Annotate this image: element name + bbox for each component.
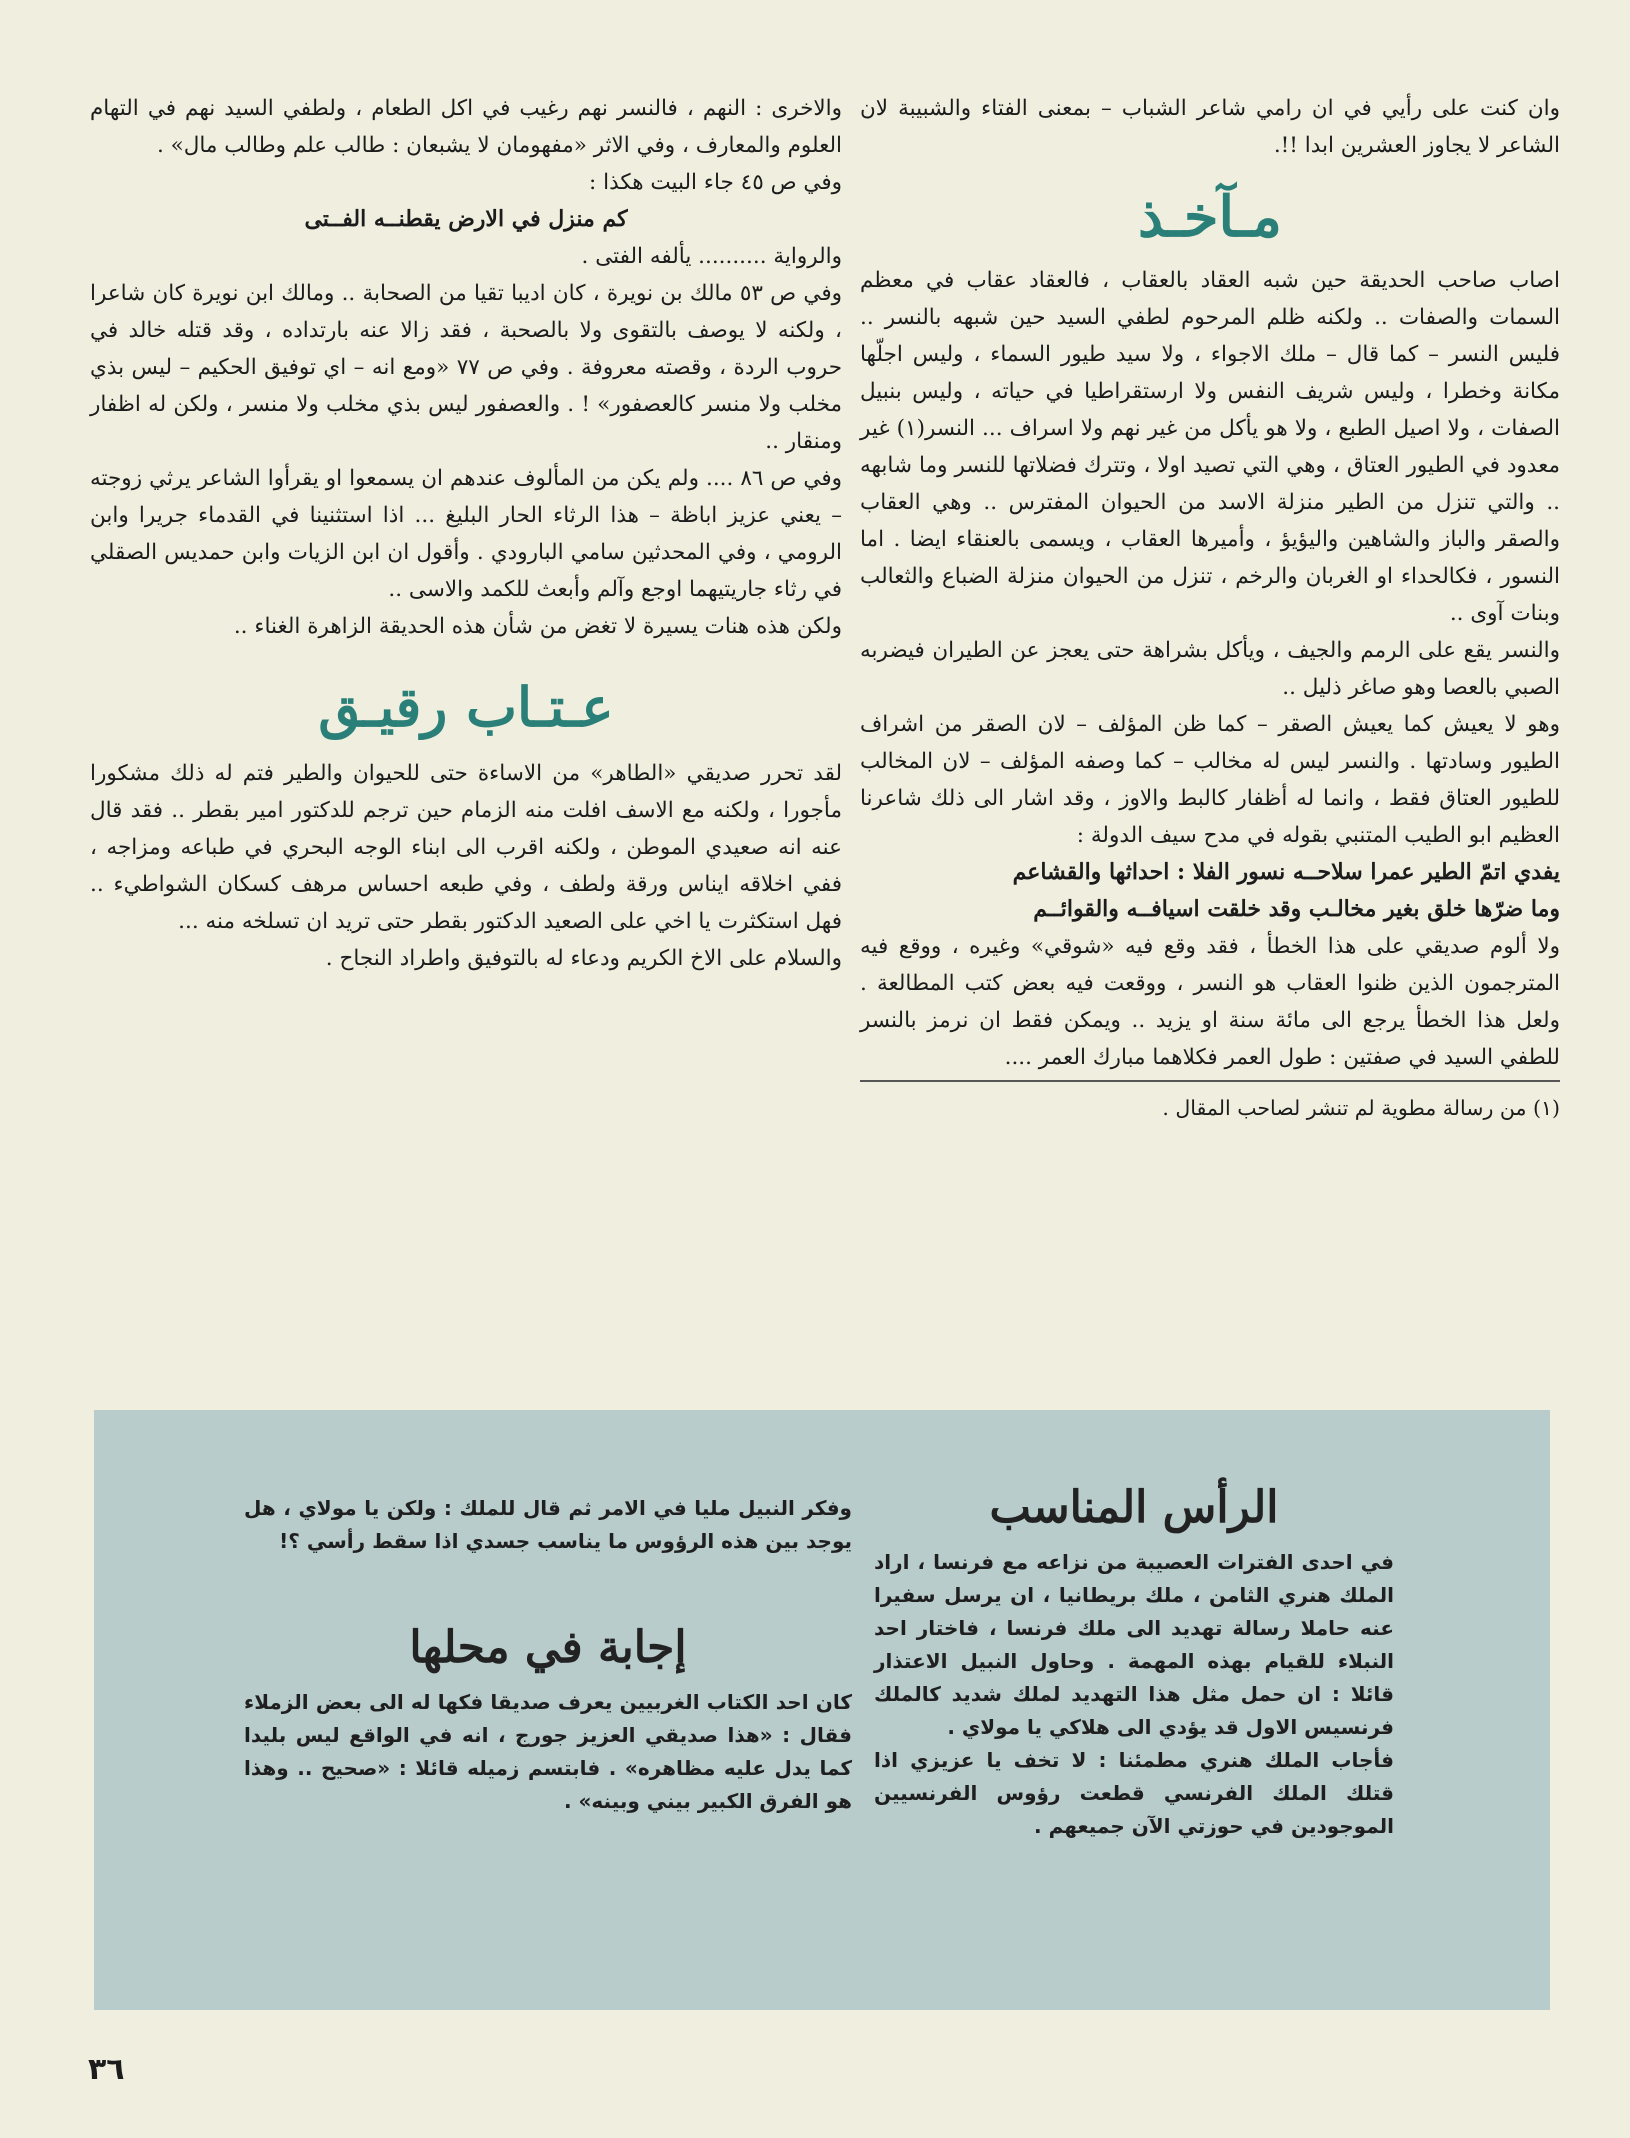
body-paragraph: وفي ص ٤٥ جاء البيت هكذا : bbox=[589, 170, 842, 195]
body-paragraph: ولكن هذه هنات يسيرة لا تغض من شأن هذه الحديقة الزاهرة الغناء .. bbox=[233, 614, 842, 639]
body-paragraph: وفي ص ٥٣ مالك بن نويرة ، كان اديبا تقيا من الصحابة .. ومالك ابن نويرة كان شاعرا ، ولكنه لا يوصف بالتقوى ولا بالصحبة ، فقد زالا عنه بارتداده ، وقد قتله خالد في حروب الردة ، وقصته معروفة . وفي ص ٧٧ «ومع انه – اي توفيق الحكيم – ليس بذي مخلب ولا منسر كالعصفور» ! . والعصفور ليس بذي مخلب ولا منسر ، ولكن له اظفار ومنقار .. bbox=[90, 281, 843, 454]
anecdote-box bbox=[94, 1410, 1550, 2010]
body-paragraph: ولا ألوم صديقي على هذا الخطأ ، فقد وقع فيه «شوقي» وغيره ، ووقع فيه المترجمون الذين ظنوا العقاب هو النسر ، ووقعت فيه بعض كتب المطالعة . ولعل هذا الخطأ يرجع الى مائة سنة او يزيد .. ويمكن فقط ان نرمز بالنسر للطفي السيد في صفتين : طول العمر فكلاهما مبارك العمر .... bbox=[860, 934, 1560, 1070]
anecdote-title: إجابة في محلها bbox=[409, 1622, 687, 1673]
body-paragraph: والسلام على الاخ الكريم ودعاء له بالتوفيق واطراد النجاح . bbox=[325, 946, 842, 971]
section-heading-itab-raqiq: عـتـاب رقيـق bbox=[318, 675, 614, 739]
anecdote-title: الرأس المناسب bbox=[989, 1482, 1279, 1533]
footnote-rule bbox=[860, 1080, 1560, 1082]
page-number: ٣٦ bbox=[88, 2052, 125, 2087]
anecdote-paragraph: كان احد الكتاب الغربيين يعرف صديقا فكها له الى بعض الزملاء فقال : «هذا صديقي العزيز جورج ، انه في الواقع ليس بليدا كما يدل عليه مظاهره» . فابتسم زميله قائلا : «صحيح .. وهذا هو الفرق الكبير بيني وبينه» . bbox=[244, 1690, 852, 1813]
body-paragraph: لقد تحرر صديقي «الطاهر» من الاساءة حتى للحيوان والطير فتم له ذلك مشكورا مأجورا ، ولكنه مع الاسف افلت منه الزمام حين ترجم للدكتور امير بقطر .. فقد قال عنه انه صعيدي الموطن ، ولكنه اقرب الى ابناء الوجه البحري في طباعه ومزاجه ، ففي اخلاقه ايناس ورقة ولطف ، وفي طبعه احساس مرهف كسكان الشواطيء .. فهل استكثرت يا اخي على الصعيد الدكتور بقطر حتى تريد ان تسلخه منه ... bbox=[90, 761, 842, 934]
left-column bbox=[90, 90, 842, 977]
verse-line: يفدي اتمّ الطير عمرا سلاحــه نسور الفلا : احداثها والقشاعم bbox=[1012, 859, 1560, 885]
body-paragraph: اصاب صاحب الحديقة حين شبه العقاد بالعقاب ، فالعقاد عقاب في معظم السمات والصفات .. ولكنه ظلم المرحوم لطفي السيد حين شبهه بالنسر .. فليس النسر – كما قال – ملك الاجواء ، ولا سيد طيور السماء ، وليس اجلّها مكانة وخطرا ، وليس شريف النفس ولا ارستقراطيا في حياته ، وليس بنبيل الصفات ، ولا اصيل الطبع ، ولا هو يأكل من غير نهم ولا اسراف ... النسر(١) غير معدود في الطيور العتاق ، وهي التي تصيد اولا ، وتترك فضلاتها للنسر وما شابهه .. والتي تنزل من الطير منزلة الاسد من الحيوان المفترس .. وهي العقاب والصقر والباز والشاهين واليؤيؤ ، وأميرها العقاب ، ويسمى بالعنقاء ايضا . اما النسور ، فكالحداء او الغربان والرخم ، تنزل من الحيوان منزلة الضباع والثعالب وبنات آوى .. bbox=[860, 268, 1560, 626]
anecdote-paragraph: في احدى الفترات العصيبة من نزاعه مع فرنسا ، اراد الملك هنري الثامن ، ملك بريطانيا ، ان يرسل سفيرا عنه حاملا رسالة تهديد الى ملك فرنسا ، فاختار احد النبلاء للقيام بهذه المهمة . وحاول النبيل الاعتذار قائلا : ان حمل مثل هذا التهديد لملك شديد كالملك فرنسيس الاول قد يؤدي الى هلاكي يا مولاي . bbox=[874, 1550, 1394, 1739]
right-column bbox=[860, 90, 1560, 1127]
anecdote-right bbox=[874, 1470, 1394, 1843]
body-paragraph: والنسر يقع على الرمم والجيف ، ويأكل بشراهة حتى يعجز عن الطيران فيضربه الصبي بالعصا وهو صاغر ذليل .. bbox=[860, 638, 1560, 700]
body-paragraph: وفي ص ٨٦ .... ولم يكن من المألوف عندهم ان يسمعوا او يقرأوا الشاعر يرثي زوجته – يعني عزيز اباظة – هذا الرثاء الحار البليغ ... اذا استثنينا في القدماء جريرا وابن الرومي ، وفي المحدثين سامي البارودي . وأقول ان ابن الزيات وابن حمديس الصقلي في رثاء جاريتيهما اوجع وآلم وأبعث للكمد والاسى .. bbox=[90, 466, 842, 602]
body-paragraph: والاخرى : النهم ، فالنسر نهم رغيب في اكل الطعام ، ولطفي السيد نهم في التهام العلوم والمعارف ، وفي الاثر «مفهومان لا يشبعان : طالب علم وطالب مال» . bbox=[90, 96, 842, 158]
anecdote-paragraph: فأجاب الملك هنري مطمئنا : لا تخف يا عزيزي اذا قتلك الملك الفرنسي قطعت رؤوس الفرنسيين الموجودين في حوزتي الآن جميعهم . bbox=[874, 1748, 1394, 1838]
anecdote-paragraph: وفكر النبيل مليا في الامر ثم قال للملك : ولكن يا مولاي ، هل يوجد بين هذه الرؤوس ما يناسب جسدي اذا سقط رأسي ؟! bbox=[244, 1496, 852, 1553]
body-paragraph: وهو لا يعيش كما يعيش الصقر – كما ظن المؤلف – لان الصقر من اشراف الطيور وسادتها . والنسر ليس له مخالب – كما وصفه المؤلف – لان المخالب للطيور العتاق فقط ، وانما له أظفار كالبط والاوز ، وقد اشار الى ذلك شاعرنا العظيم ابو الطيب المتنبي بقوله في مدح سيف الدولة : bbox=[860, 712, 1560, 848]
anecdote-left bbox=[244, 1492, 852, 1818]
verse-line: كم منزل في الارض يقطنــه الفــتى bbox=[304, 206, 628, 232]
intro-paragraph: وان كنت على رأيي في ان رامي شاعر الشباب – بمعنى الفتاء والشبيبة لان الشاعر لا يجاوز العشرين ابدا !!. bbox=[860, 96, 1560, 158]
footnote: (١) من رسالة مطوية لم تنشر لصاحب المقال . bbox=[1162, 1096, 1560, 1120]
body-paragraph: والرواية .......... يألفه الفتى . bbox=[581, 244, 842, 269]
verse-line: وما ضرّها خلق بغير مخالـب وقد خلقت اسيافــه والقوائــم bbox=[1033, 896, 1560, 922]
section-heading-maakhidh: مـآخـذ bbox=[1138, 184, 1282, 250]
